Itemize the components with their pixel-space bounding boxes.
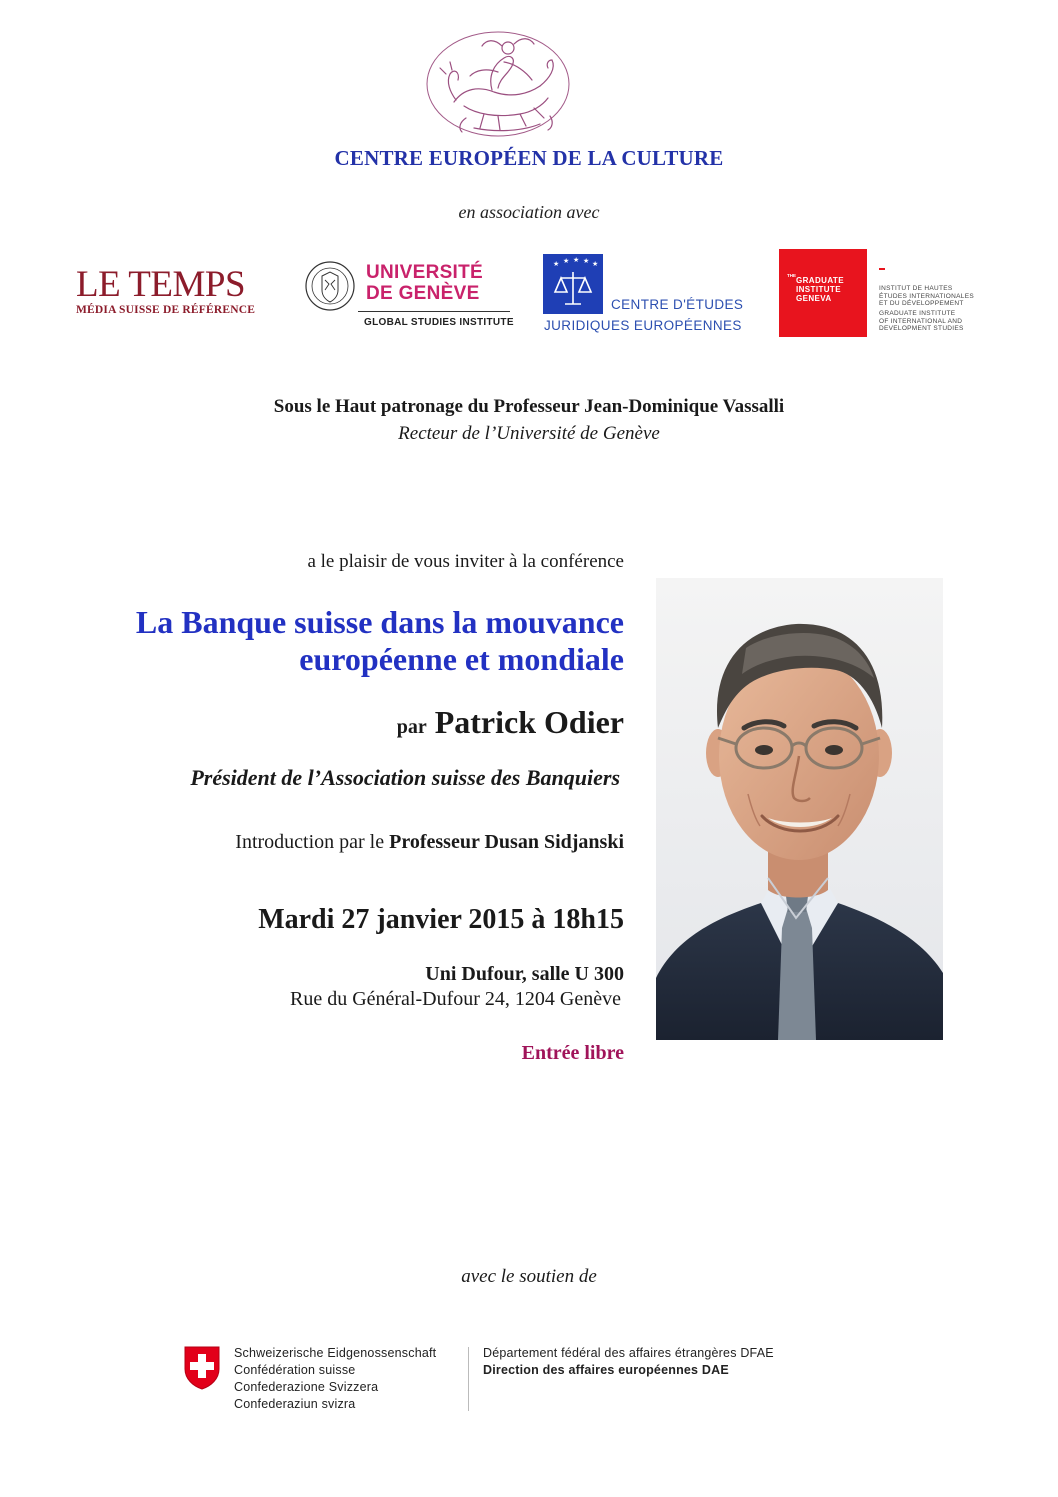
gi-en3: DEVELOPMENT STUDIES [879, 325, 964, 332]
conference-title [136, 604, 624, 678]
svg-text:★: ★ [573, 256, 580, 264]
speaker-by: par [396, 716, 427, 738]
gi-fr2: ÉTUDES INTERNATIONALES [879, 292, 974, 300]
swiss-confederation-logo [183, 1345, 823, 1415]
graduate-institute-logo [779, 249, 979, 339]
speaker-name: Patrick Odier [434, 704, 624, 740]
introduction-person: Professeur Dusan Sidjanski [389, 831, 624, 853]
logo-separator [468, 1347, 469, 1411]
invitation-text: a le plaisir de vous inviter à la conférence [307, 551, 624, 572]
conference-title-line2: européenne et mondiale [299, 641, 624, 677]
confed-name-rm: Confederaziun svizra [234, 1397, 356, 1411]
introduction-prefix: Introduction par le [235, 831, 385, 853]
ceje-line2: JURIDIQUES EUROPÉENNES [544, 318, 742, 333]
le-temps-name: LE TEMPS [76, 264, 246, 305]
gi-dash [879, 268, 885, 270]
event-address: Rue du Général-Dufour 24, 1204 Genève [289, 988, 621, 1010]
admission-note: Entrée libre [521, 1042, 624, 1064]
svg-text:★: ★ [592, 260, 599, 268]
gi-line3: GENEVA [796, 294, 832, 303]
gi-en1: GRADUATE INSTITUTE [879, 310, 956, 317]
unige-logo [302, 258, 517, 338]
europa-bull-emblem [424, 28, 572, 140]
event-date: Mardi 27 janvier 2015 à 18h15 [258, 904, 624, 935]
ceje-logo [543, 254, 763, 338]
patronage-person: Professeur Jean-Dominique Vassalli [493, 396, 785, 417]
gi-line1: GRADUATE [796, 276, 844, 285]
confed-name-fr: Confédération suisse [234, 1363, 356, 1377]
scales-icon [543, 254, 603, 314]
gi-fr3: ET DU DÉVELOPPEMENT [879, 300, 964, 307]
unige-seal-icon [304, 260, 356, 312]
swiss-shield-icon [183, 1345, 221, 1391]
gi-fr1: INSTITUT DE HAUTES [879, 285, 953, 292]
le-temps-tagline: MÉDIA SUISSE DE RÉFÉRENCE [76, 304, 256, 316]
gi-en2: OF INTERNATIONAL AND [879, 317, 963, 325]
confed-name-de: Schweizerische Eidgenossenschaft [234, 1346, 437, 1360]
unige-line3: GLOBAL STUDIES INSTITUTE [364, 317, 514, 328]
conference-title-line1: La Banque suisse dans la mouvance [135, 604, 624, 640]
directorate-name: Direction des affaires européennes DAE [483, 1363, 729, 1377]
support-intro: avec le soutien de [461, 1266, 597, 1287]
gi-line2: INSTITUTE [796, 285, 841, 294]
gi-the: THE [787, 273, 796, 278]
patronage-line [0, 396, 1058, 418]
svg-text:★: ★ [583, 257, 590, 265]
confed-name-it: Confederazione Svizzera [234, 1380, 379, 1394]
speaker-role: Président de l’Association suisse des Banquiers [190, 765, 620, 790]
le-temps-logo [76, 266, 286, 316]
speaker-photo [656, 578, 943, 1040]
patronage-prefix: Sous le Haut patronage du [273, 396, 489, 417]
ceje-emblem [543, 254, 603, 314]
ceje-line1: CENTRE D'ÉTUDES [611, 297, 744, 312]
event-venue: Uni Dufour, salle U 300 [425, 963, 624, 985]
introduction-line [235, 831, 624, 854]
association-intro: en association avec [458, 202, 600, 222]
department-name: Département fédéral des affaires étrangères DFAE [483, 1346, 774, 1360]
unige-line2: DE GENÈVE [366, 283, 480, 304]
unige-line1: UNIVERSITÉ [366, 262, 484, 283]
unige-divider [358, 311, 510, 312]
speaker-line [397, 704, 624, 741]
organizer-title: CENTRE EUROPÉEN DE LA CULTURE [334, 146, 724, 170]
patronage-role: Recteur de l’Université de Genève [398, 423, 660, 444]
svg-text:★: ★ [563, 257, 570, 265]
svg-text:★: ★ [553, 260, 560, 268]
